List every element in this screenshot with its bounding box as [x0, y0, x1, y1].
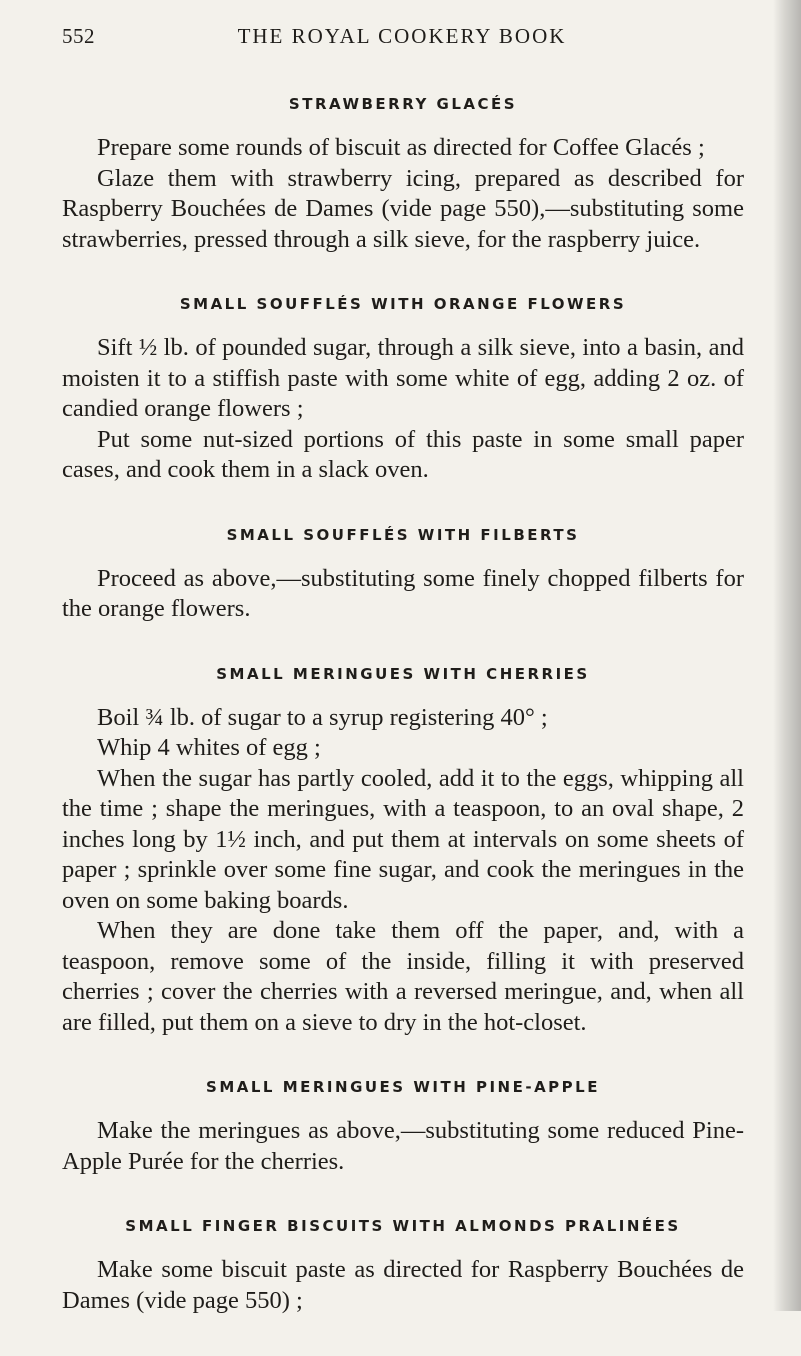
page-header	[62, 24, 742, 54]
paragraph: Proceed as above,—substituting some finely chopped filberts for the orange flowers.	[62, 564, 744, 622]
paragraph: Prepare some rounds of biscuit as directed for Coffee Glacés ;	[97, 134, 705, 161]
section-title: SMALL SOUFFLÉS WITH ORANGE FLOWERS	[179, 295, 627, 313]
running-title: THE ROYAL COOKERY BOOK	[237, 24, 567, 48]
section-souffles-orange-flowers	[62, 295, 744, 486]
paragraph: When they are done take them off the paper, and, with a teaspoon, remove some of the inside, filling it with preserved cherries ; cover the cherries with a reversed meringue, and, when all are filled, put them on a sieve to dry in the hot-closet.	[62, 917, 744, 1036]
section-meringues-pineapple	[62, 1078, 744, 1177]
section-title: SMALL MERINGUES WITH PINE-APPLE	[206, 1078, 600, 1096]
paragraph: Put some nut-sized portions of this paste in some small paper cases, and cook them in a slack oven.	[62, 425, 744, 483]
section-title: STRAWBERRY GLACÉS	[288, 95, 518, 113]
section-title: SMALL SOUFFLÉS WITH FILBERTS	[226, 525, 580, 544]
paragraph: Sift ½ lb. of pounded sugar, through a silk sieve, into a basin, and moisten it to a stiffish paste with some white of egg, adding 2 oz. of candied orange flowers ;	[62, 334, 744, 422]
section-title: SMALL MERINGUES WITH CHERRIES	[216, 664, 590, 683]
paragraph: Whip 4 whites of egg ;	[97, 734, 321, 761]
paragraph: When the sugar has partly cooled, add it to the eggs, whipping all the time ; shape the meringues, with a teaspoon, to an oval shape, 2 inches long by 1½ inch, and put them at intervals on some sheets of paper ; sprinkle over some fine sugar, and cook the meringues in the oven on some baking boards.	[62, 764, 744, 914]
paragraph: Make some biscuit paste as directed for Raspberry Bouchées de Dames (vide page 550) ;	[62, 1256, 744, 1314]
section-title: SMALL FINGER BISCUITS WITH ALMONDS PRALINÉES	[125, 1217, 681, 1235]
paragraph: Glaze them with strawberry icing, prepared as described for Raspberry Bouchées de Dames (vide page 550),—substituting some strawberries, pressed through a silk sieve, for the raspberry juice.	[62, 164, 744, 253]
page-content	[62, 95, 744, 1356]
page-number: 552	[62, 24, 95, 48]
page-edge-shadow	[773, 0, 801, 1311]
section-strawberry-glaces	[62, 95, 744, 255]
section-finger-biscuits-almonds	[62, 1217, 744, 1316]
section-meringues-cherries	[62, 665, 744, 1039]
section-souffles-filberts	[62, 526, 744, 625]
paragraph: Boil ¾ lb. of sugar to a syrup registering 40° ;	[97, 703, 548, 731]
paragraph: Make the meringues as above,—substituting some reduced Pine-Apple Purée for the cherries.	[62, 1117, 744, 1175]
